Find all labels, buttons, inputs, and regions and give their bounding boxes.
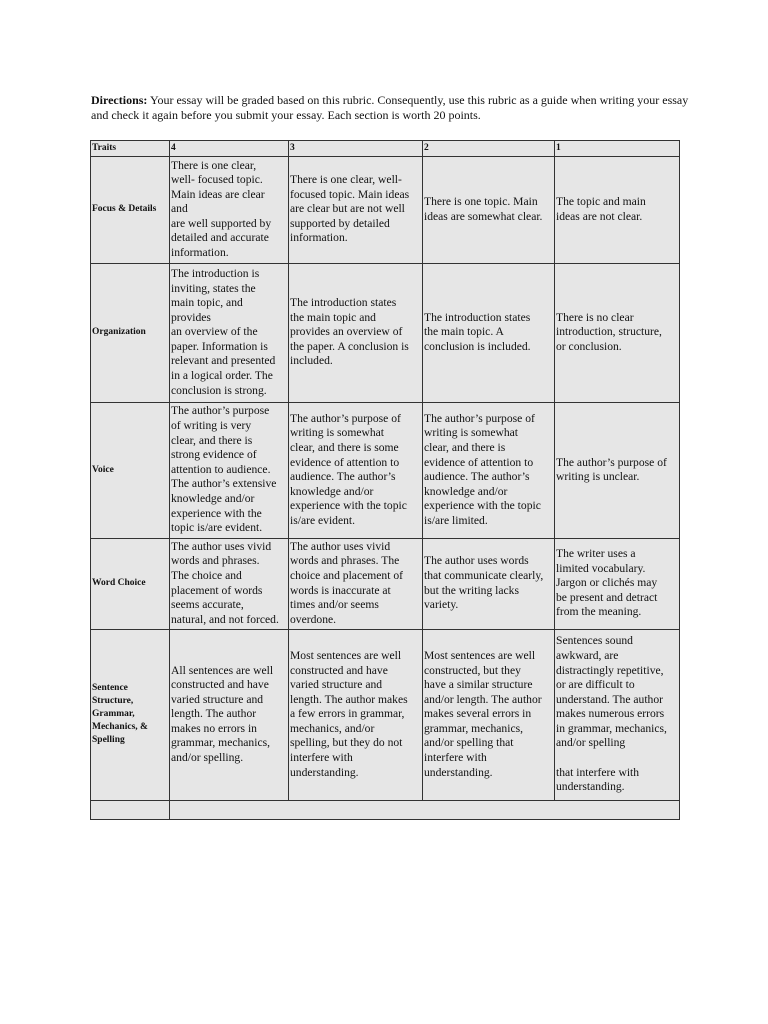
rubric-cell: The introduction is inviting, states the main topic, and provides an overview of the paper. Information is relevant and presented in a logical order. The conclusion is strong. — [170, 263, 289, 402]
rubric-row-organization — [91, 263, 680, 402]
rubric-row-voice — [91, 402, 680, 538]
rubric-cell: Sentences sound awkward, are distractingly repetitive, or are difficult to understand. The author makes numerous errors in grammar, mechanics, and/or spelling that interfere with understanding. — [555, 629, 680, 800]
trait-label: Sentence Structure, Grammar, Mechanics, & Spelling — [91, 629, 170, 800]
rubric-cell: Most sentences are well constructed, but they have a similar structure and/or length. The author makes several errors in grammar, mechanics, and/or spelling that interfere with understanding. — [423, 629, 555, 800]
rubric-cell: The author uses words that communicate clearly, but the writing lacks variety. — [423, 538, 555, 629]
empty-cell — [91, 800, 170, 819]
trait-label: Word Choice — [91, 538, 170, 629]
rubric-cell: The author uses vivid words and phrases. The choice and placement of words is inaccurate at times and/or seems overdone. — [289, 538, 423, 629]
rubric-header-row — [91, 141, 680, 157]
trait-label: Focus & Details — [91, 156, 170, 263]
rubric-cell: The author’s purpose of writing is very clear, and there is strong evidence of attention to audience. The author’s extensive knowledge and/or experience with the topic is/are evident. — [170, 402, 289, 538]
rubric-cell: The topic and main ideas are not clear. — [555, 156, 680, 263]
rubric-cell: The writer uses a limited vocabulary. Jargon or clichés may be present and detract from the meaning. — [555, 538, 680, 629]
directions-paragraph — [91, 93, 691, 123]
header-traits: Traits — [91, 141, 170, 157]
directions-text: Your essay will be graded based on this rubric. Consequently, use this rubric as a guide when writing your essay and check it again before you submit your essay. Each section is worth 20 points. — [91, 93, 689, 122]
rubric-cell: There is one clear, well- focused topic. Main ideas are clear but are not well supported by detailed information. — [289, 156, 423, 263]
empty-cell — [170, 800, 680, 819]
rubric-cell: There is no clear introduction, structure, or conclusion. — [555, 263, 680, 402]
rubric-table — [90, 140, 680, 820]
header-score-3: 3 — [289, 141, 423, 157]
rubric-row-sentence-structure — [91, 629, 680, 800]
header-score-1: 1 — [555, 141, 680, 157]
header-score-2: 2 — [423, 141, 555, 157]
rubric-row-word-choice — [91, 538, 680, 629]
rubric-cell: The introduction states the main topic. A conclusion is included. — [423, 263, 555, 402]
rubric-cell: The introduction states the main topic and provides an overview of the paper. A conclusion is included. — [289, 263, 423, 402]
rubric-cell: All sentences are well constructed and have varied structure and length. The author makes no errors in grammar, mechanics, and/or spelling. — [170, 629, 289, 800]
directions-label: Directions: — [91, 93, 148, 107]
rubric-cell: The author’s purpose of writing is unclear. — [555, 402, 680, 538]
rubric-cell: Most sentences are well constructed and have varied structure and length. The author makes a few errors in grammar, mechanics, and/or spelling, but they do not interfere with understanding. — [289, 629, 423, 800]
rubric-cell: The author’s purpose of writing is somewhat clear, and there is evidence of attention to audience. The author’s knowledge and/or experience with the topic is/are limited. — [423, 402, 555, 538]
rubric-cell: There is one clear, well- focused topic. Main ideas are clear and are well supported by detailed and accurate information. — [170, 156, 289, 263]
rubric-cell: The author uses vivid words and phrases. The choice and placement of words seems accurate, natural, and not forced. — [170, 538, 289, 629]
header-score-4: 4 — [170, 141, 289, 157]
rubric-row-focus-details — [91, 156, 680, 263]
trait-label: Organization — [91, 263, 170, 402]
rubric-cell: There is one topic. Main ideas are somewhat clear. — [423, 156, 555, 263]
rubric-cell: The author’s purpose of writing is somewhat clear, and there is some evidence of attention to audience. The author’s knowledge and/or experience with the topic is/are evident. — [289, 402, 423, 538]
rubric-empty-row — [91, 800, 680, 819]
trait-label: Voice — [91, 402, 170, 538]
